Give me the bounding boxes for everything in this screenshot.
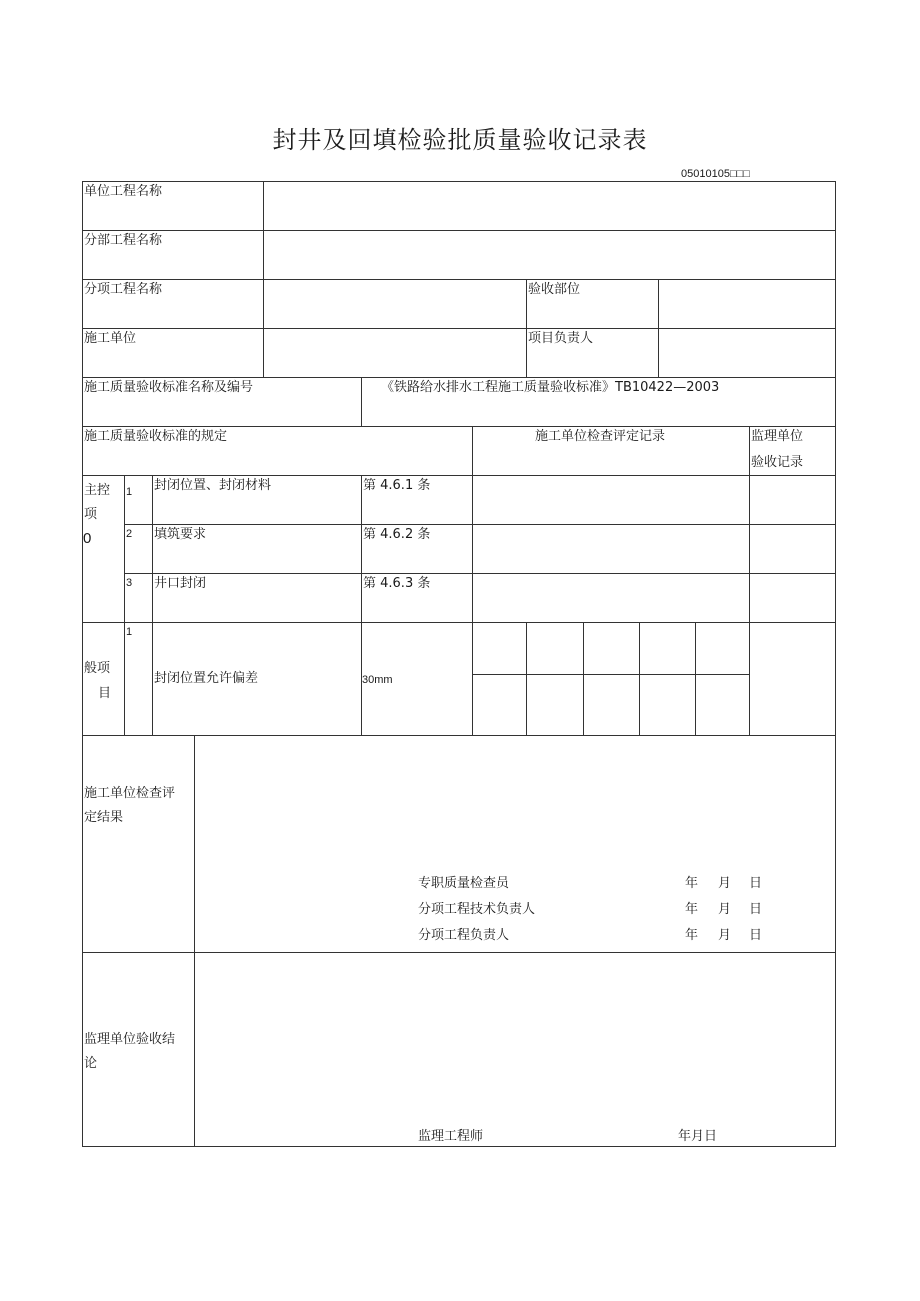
item-name: 井口封闭 bbox=[154, 576, 207, 591]
signer-year: 年 bbox=[685, 902, 699, 917]
contractor-result-label: 定结果 bbox=[84, 810, 124, 825]
main-items-label: 主控 bbox=[84, 483, 111, 498]
table-border-bottom bbox=[82, 1146, 836, 1147]
col-divider bbox=[658, 279, 659, 377]
contractor-result-label: 施工单位检查评 bbox=[84, 786, 176, 801]
unit-project-label: 单位工程名称 bbox=[84, 184, 163, 199]
signer-year: 年 bbox=[685, 876, 699, 891]
item-number: 2 bbox=[126, 528, 133, 540]
supervisor-record-header: 监理单位 bbox=[751, 429, 804, 444]
form-code: 05010105□□□ bbox=[681, 168, 750, 180]
standard-name-label: 施工质量验收标准名称及编号 bbox=[84, 380, 254, 395]
contractor-record-header: 施工单位检查评定记录 bbox=[535, 429, 666, 444]
supervisor-conclusion-label: 监理单位验收结 bbox=[84, 1032, 176, 1047]
row-divider bbox=[82, 279, 836, 280]
standard-name-value: 《铁路给水排水工程施工质量验收标准》TB10422—2003 bbox=[381, 380, 720, 395]
signer-role: 专职质量检查员 bbox=[418, 876, 510, 891]
item-clause: 第 4.6.3 条 bbox=[363, 576, 431, 591]
row-divider bbox=[82, 328, 836, 329]
supervisor-record-header: 验收记录 bbox=[751, 455, 804, 470]
allowed-deviation-value: 30mm bbox=[362, 674, 393, 686]
col-divider bbox=[695, 622, 696, 735]
signer-month: 月 bbox=[718, 876, 732, 891]
col-divider bbox=[152, 475, 153, 735]
general-items-label: 般项 bbox=[84, 661, 111, 676]
item-clause: 第 4.6.1 条 bbox=[363, 478, 431, 493]
supervisor-engineer-label: 监理工程师 bbox=[418, 1129, 484, 1144]
col-divider bbox=[124, 475, 125, 735]
signer-role: 分项工程负责人 bbox=[418, 928, 510, 943]
subitem-project-label: 分项工程名称 bbox=[84, 282, 163, 297]
signer-day: 日 bbox=[749, 928, 763, 943]
division-project-label: 分部工程名称 bbox=[84, 233, 163, 248]
row-divider bbox=[82, 377, 836, 378]
signer-role: 分项工程技术负责人 bbox=[418, 902, 536, 917]
supervisor-date-label: 年月日 bbox=[678, 1129, 718, 1144]
provisions-header: 施工质量验收标准的规定 bbox=[84, 429, 228, 444]
col-divider bbox=[361, 377, 362, 426]
col-divider bbox=[749, 426, 750, 735]
row-divider bbox=[472, 674, 749, 675]
signer-month: 月 bbox=[718, 902, 732, 917]
col-divider bbox=[472, 426, 473, 735]
item-number: 3 bbox=[126, 577, 133, 589]
item-number: 1 bbox=[126, 626, 133, 638]
item-clause: 第 4.6.2 条 bbox=[363, 527, 431, 542]
row-divider bbox=[124, 573, 836, 574]
signer-day: 日 bbox=[749, 876, 763, 891]
item-number: 1 bbox=[126, 486, 133, 498]
table-border-right bbox=[835, 181, 836, 1147]
row-divider bbox=[82, 622, 836, 623]
construction-unit-label: 施工单位 bbox=[84, 331, 137, 346]
item-name: 封闭位置、封闭材料 bbox=[154, 478, 272, 493]
project-leader-label: 项目负责人 bbox=[528, 331, 594, 346]
item-name: 封闭位置允许偏差 bbox=[154, 671, 259, 686]
row-divider bbox=[82, 735, 836, 736]
col-divider bbox=[194, 735, 195, 1147]
signer-year: 年 bbox=[685, 928, 699, 943]
row-divider bbox=[82, 230, 836, 231]
row-divider bbox=[124, 524, 836, 525]
signer-day: 日 bbox=[749, 902, 763, 917]
col-divider bbox=[361, 475, 362, 735]
main-items-label: 项 bbox=[84, 507, 98, 522]
supervisor-conclusion-label: 论 bbox=[84, 1056, 98, 1071]
main-items-label: 0 bbox=[83, 530, 92, 547]
row-divider bbox=[82, 952, 836, 953]
col-divider bbox=[526, 279, 527, 377]
acceptance-part-label: 验收部位 bbox=[528, 282, 581, 297]
row-divider bbox=[82, 426, 836, 427]
table-border-top bbox=[82, 181, 836, 182]
col-divider bbox=[263, 181, 264, 377]
row-divider bbox=[82, 475, 836, 476]
col-divider bbox=[639, 622, 640, 735]
general-items-label: 目 bbox=[98, 686, 112, 701]
document-title: 封井及回填检验批质量验收记录表 bbox=[272, 126, 648, 154]
col-divider bbox=[583, 622, 584, 735]
item-name: 填筑要求 bbox=[154, 527, 207, 542]
col-divider bbox=[526, 622, 527, 735]
signer-month: 月 bbox=[718, 928, 732, 943]
table-border-left bbox=[82, 181, 83, 1147]
